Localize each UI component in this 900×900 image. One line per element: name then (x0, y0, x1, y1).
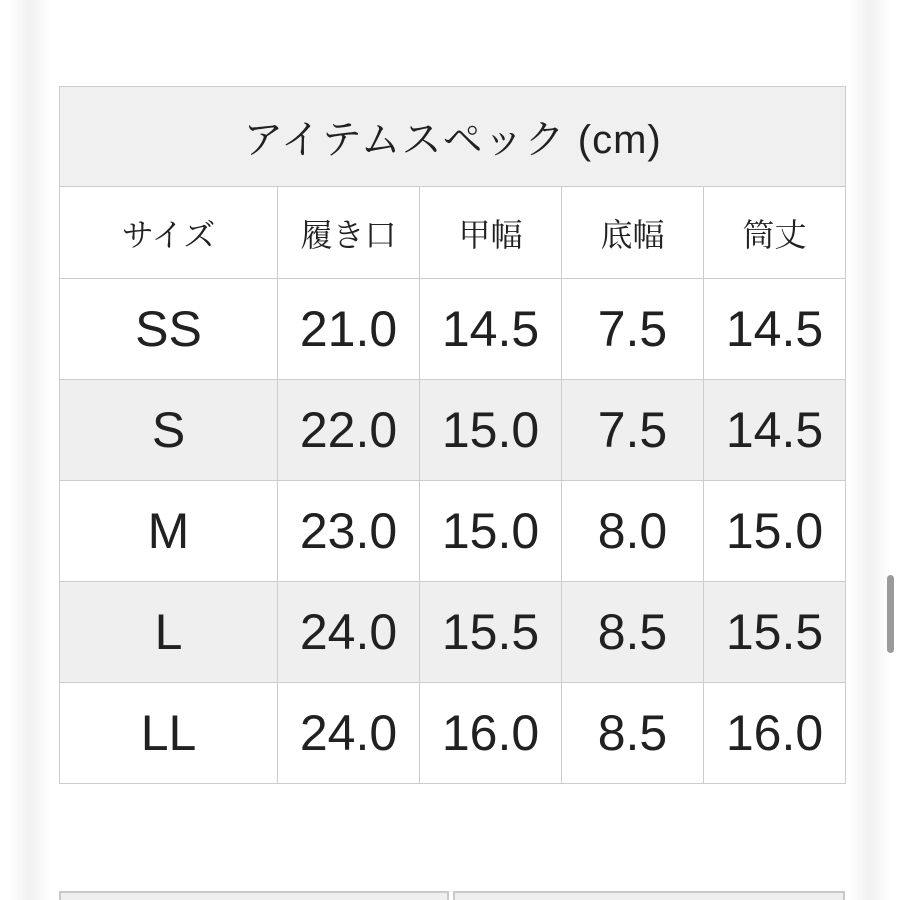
value-cell: 15.5 (704, 582, 846, 683)
item-spec-table (59, 86, 846, 784)
value-cell: 7.5 (562, 380, 704, 481)
scrollbar-thumb[interactable] (887, 575, 894, 653)
value-cell: 14.5 (704, 380, 846, 481)
size-cell: S (60, 380, 278, 481)
value-cell: 23.0 (278, 481, 420, 582)
value-cell: 24.0 (278, 582, 420, 683)
size-cell: SS (60, 279, 278, 380)
value-cell: 15.0 (420, 481, 562, 582)
value-cell: 22.0 (278, 380, 420, 481)
value-cell: 8.5 (562, 582, 704, 683)
column-header-opening: 履き口 (278, 187, 420, 279)
next-table-partial (59, 891, 845, 900)
column-header-shaft-height: 筒丈 (704, 187, 846, 279)
value-cell: 24.0 (278, 683, 420, 784)
table-row-l (60, 582, 846, 683)
next-table-header-cell-left (59, 891, 449, 900)
size-cell: L (60, 582, 278, 683)
value-cell: 7.5 (562, 279, 704, 380)
value-cell: 15.0 (704, 481, 846, 582)
table-row-m (60, 481, 846, 582)
column-header-instep-width: 甲幅 (420, 187, 562, 279)
value-cell: 14.5 (420, 279, 562, 380)
next-table-header-cell-right (453, 891, 845, 900)
value-cell: 15.0 (420, 380, 562, 481)
value-cell: 15.5 (420, 582, 562, 683)
value-cell: 8.0 (562, 481, 704, 582)
value-cell: 16.0 (704, 683, 846, 784)
value-cell: 14.5 (704, 279, 846, 380)
size-cell: M (60, 481, 278, 582)
table-row-s (60, 380, 846, 481)
column-header-row (60, 187, 846, 279)
page-edge-shadow-right (848, 0, 892, 900)
table-title-row (60, 87, 846, 187)
column-header-sole-width: 底幅 (562, 187, 704, 279)
column-header-size: サイズ (60, 187, 278, 279)
table-title: アイテムスペック (cm) (60, 87, 846, 187)
table-row-ll (60, 683, 846, 784)
value-cell: 8.5 (562, 683, 704, 784)
value-cell: 16.0 (420, 683, 562, 784)
value-cell: 21.0 (278, 279, 420, 380)
table-row-ss (60, 279, 846, 380)
size-cell: LL (60, 683, 278, 784)
page-edge-shadow-left (8, 0, 52, 900)
